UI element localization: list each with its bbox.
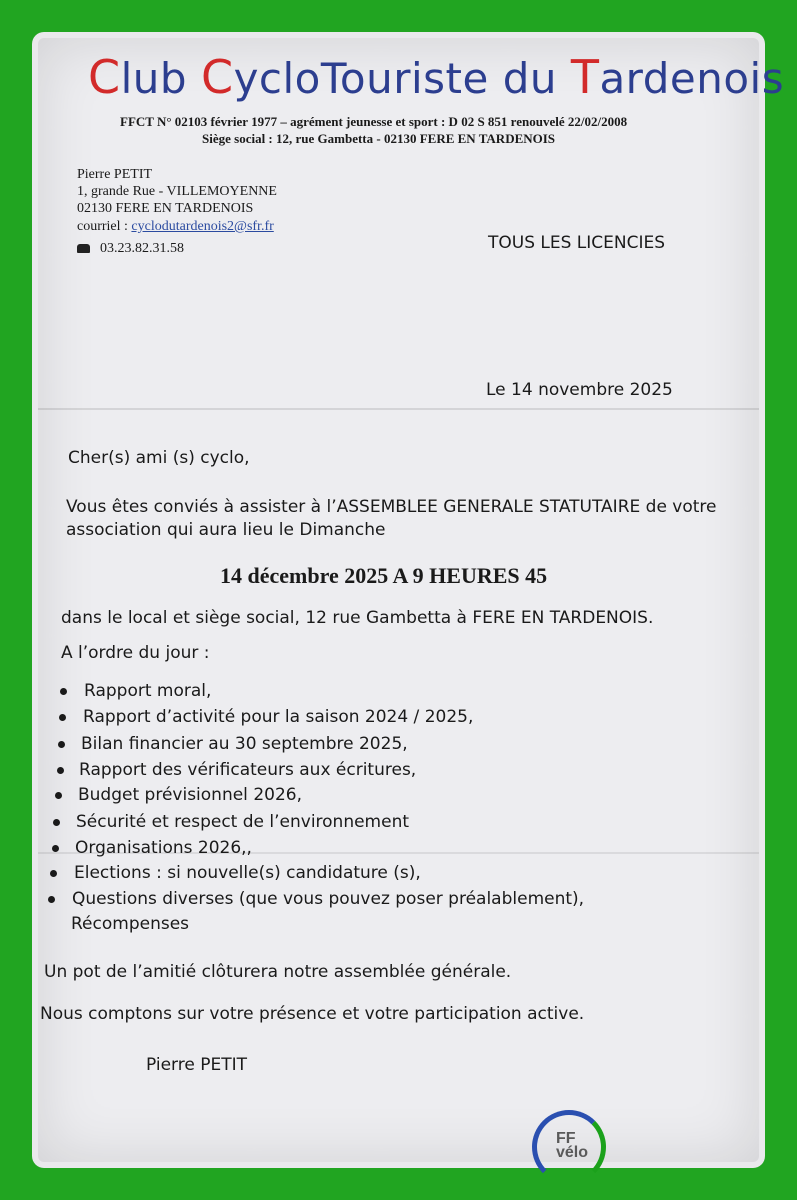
intro-line-1: Vous êtes conviés à assister à l’ASSEMBLEE GENERALE STATUTAIRE de votre [66, 497, 717, 517]
intro-line-2: association qui aura lieu le Dimanche [66, 520, 386, 540]
phone-icon [77, 244, 90, 253]
federation-info: FFCT N° 02103 février 1977 – agrément jeunesse et sport : D 02 S 851 renouvelé 22/02/2008 [120, 114, 628, 129]
sender-phone-row [77, 240, 184, 257]
bullet [58, 741, 65, 748]
agenda-item: Questions diverses (que vous pouvez poser préalablement), [72, 889, 585, 909]
email-link[interactable]: cyclodutardenois2@sfr.fr [131, 219, 274, 234]
email-label: courriel : [77, 219, 128, 234]
sender-address-2: 02130 FERE EN TARDENOIS [77, 201, 254, 216]
closing-line-2: Nous comptons sur votre présence et votre participation active. [40, 1004, 585, 1024]
sender-email-row [77, 218, 274, 235]
head-office: Siège social : 12, rue Gambetta - 02130 FERE EN TARDENOIS [202, 131, 556, 146]
agenda-title: A l’ordre du jour : [61, 643, 210, 663]
greeting: Cher(s) ami (s) cyclo, [68, 448, 250, 468]
sender-address-1: 1, grande Rue - VILLEMOYENNE [77, 184, 277, 199]
location: dans le local et siège social, 12 rue Gambetta à FERE EN TARDENOIS. [61, 608, 654, 628]
bullet [52, 845, 59, 852]
agenda-item: Organisations 2026,, [75, 838, 252, 858]
club-title: Club CycloTouriste du Tardenois [88, 50, 785, 104]
agenda-item: Rapport des vérificateurs aux écritures, [79, 760, 417, 780]
letter-date: Le 14 novembre 2025 [486, 380, 673, 400]
bullet [50, 870, 57, 877]
recipient: TOUS LES LICENCIES [488, 233, 666, 253]
bullet [59, 714, 66, 721]
sender-name: Pierre PETIT [77, 167, 153, 182]
ffvelo-logo-text: FF vélo [556, 1130, 589, 1161]
agenda-item: Rapport d’activité pour la saison 2024 / 2025, [83, 707, 474, 727]
agenda-item: Sécurité et respect de l’environnement [76, 812, 410, 832]
agenda-item: Elections : si nouvelle(s) candidature (s), [74, 863, 421, 883]
paper-fold [38, 408, 759, 410]
bullet [60, 688, 67, 695]
bullet [57, 767, 64, 774]
closing-line-1: Un pot de l’amitié clôturera notre assemblée générale. [44, 962, 512, 982]
agenda-item: Rapport moral, [84, 681, 212, 701]
bullet [53, 819, 60, 826]
bullet [48, 896, 55, 903]
bullet [55, 792, 62, 799]
agenda-item: Budget prévisionnel 2026, [78, 785, 302, 805]
phone-number: 03.23.82.31.58 [100, 241, 184, 256]
event-date: 14 décembre 2025 A 9 HEURES 45 [220, 563, 548, 588]
agenda-item: Bilan financier au 30 septembre 2025, [81, 734, 408, 754]
agenda-item: Récompenses [71, 914, 190, 934]
signature: Pierre PETIT [146, 1055, 248, 1075]
